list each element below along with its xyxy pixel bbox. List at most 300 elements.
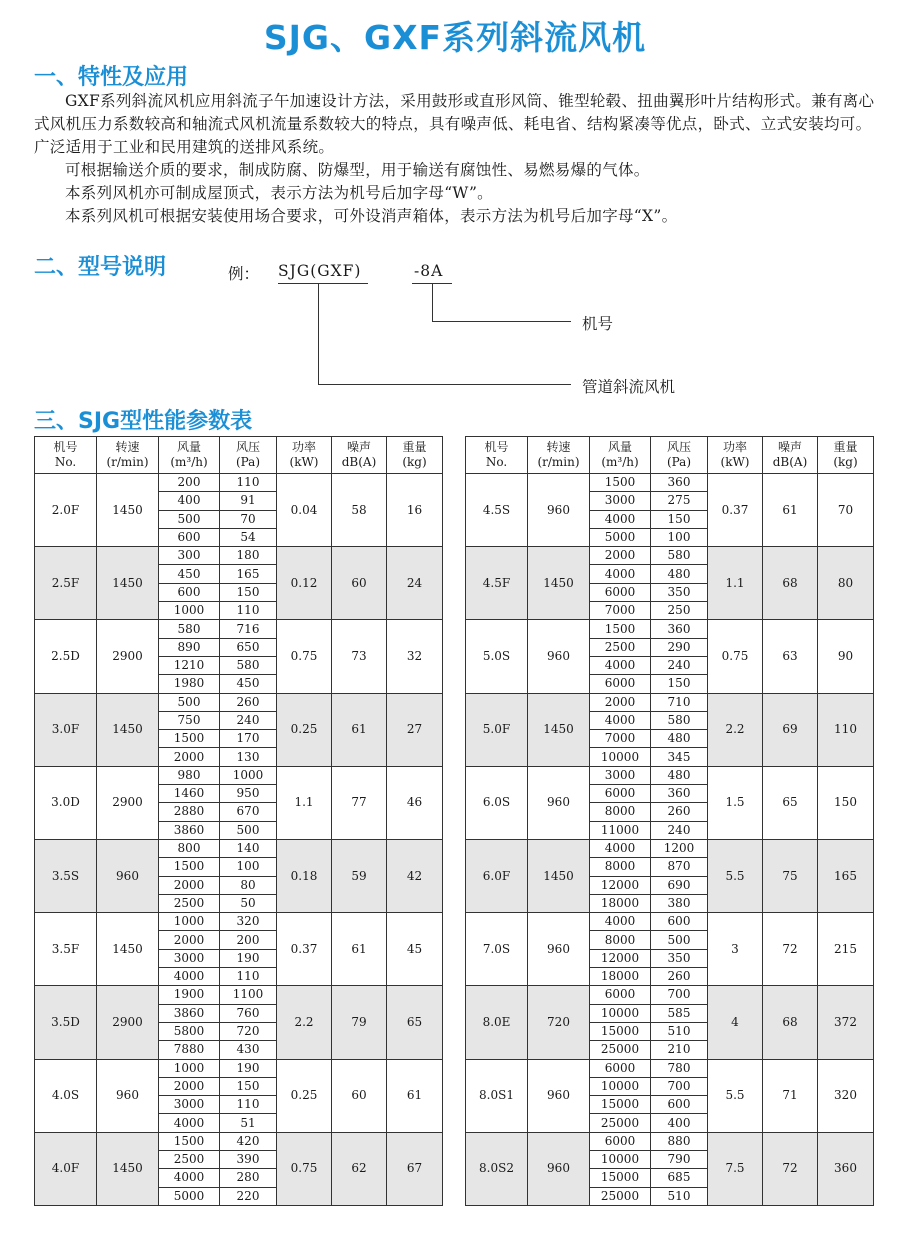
cell-flow: 1500	[590, 620, 651, 638]
cell-pressure: 150	[651, 510, 708, 528]
cell-flow: 7000	[590, 730, 651, 748]
cell-flow: 12000	[590, 949, 651, 967]
performance-table-right	[465, 436, 874, 1206]
cell-flow: 15000	[590, 1169, 651, 1187]
cell-power: 0.25	[277, 693, 332, 766]
cell-noise: 75	[763, 839, 818, 912]
cell-weight: 32	[387, 620, 443, 693]
cell-weight: 360	[818, 1132, 874, 1205]
cell-speed: 1450	[97, 474, 159, 547]
cell-noise: 61	[332, 913, 387, 986]
cell-power: 0.18	[277, 839, 332, 912]
cell-power: 0.75	[708, 620, 763, 693]
cell-noise: 61	[763, 474, 818, 547]
cell-flow: 1980	[159, 675, 220, 693]
cell-flow: 4000	[590, 565, 651, 583]
cell-speed: 1450	[97, 693, 159, 766]
cell-pressure: 180	[220, 547, 277, 565]
cell-flow: 1900	[159, 986, 220, 1004]
cell-speed: 2900	[97, 766, 159, 839]
cell-noise: 68	[763, 986, 818, 1059]
cell-pressure: 380	[651, 894, 708, 912]
header-speed: 转速 (r/min)	[528, 437, 590, 474]
cell-speed: 1450	[97, 913, 159, 986]
cell-pressure: 580	[651, 547, 708, 565]
cell-flow: 11000	[590, 821, 651, 839]
cell-flow: 400	[159, 492, 220, 510]
cell-pressure: 260	[220, 693, 277, 711]
cell-pressure: 150	[651, 675, 708, 693]
cell-speed: 1450	[97, 547, 159, 620]
cell-pressure: 700	[651, 1077, 708, 1095]
cell-pressure: 350	[651, 583, 708, 601]
cell-weight: 165	[818, 839, 874, 912]
cell-power: 0.12	[277, 547, 332, 620]
cell-pressure: 275	[651, 492, 708, 510]
cell-pressure: 450	[220, 675, 277, 693]
cell-flow: 10000	[590, 1004, 651, 1022]
features-text	[34, 90, 884, 228]
table-row	[35, 766, 443, 784]
table-row	[466, 620, 874, 638]
cell-pressure: 50	[220, 894, 277, 912]
cell-pressure: 130	[220, 748, 277, 766]
cell-speed: 960	[97, 1059, 159, 1132]
table-row	[35, 547, 443, 565]
cell-speed: 2900	[97, 620, 159, 693]
cell-flow: 6000	[590, 1132, 651, 1150]
table-row	[466, 913, 874, 931]
cell-no: 8.0S1	[466, 1059, 528, 1132]
cell-pressure: 510	[651, 1187, 708, 1205]
cell-noise: 72	[763, 913, 818, 986]
cell-power: 0.75	[277, 620, 332, 693]
cell-flow: 500	[159, 510, 220, 528]
table-row	[466, 839, 874, 857]
example-model: SJG(GXF)	[278, 262, 362, 280]
cell-flow: 6000	[590, 675, 651, 693]
cell-flow: 18000	[590, 894, 651, 912]
cell-flow: 6000	[590, 785, 651, 803]
cell-flow: 980	[159, 766, 220, 784]
cell-noise: 60	[332, 547, 387, 620]
cell-flow: 25000	[590, 1114, 651, 1132]
header-pressure: 风压 (Pa)	[651, 437, 708, 474]
cell-noise: 72	[763, 1132, 818, 1205]
cell-pressure: 790	[651, 1150, 708, 1168]
table-row	[35, 693, 443, 711]
cell-pressure: 690	[651, 876, 708, 894]
table-row	[466, 693, 874, 711]
table-row	[35, 986, 443, 1004]
cell-speed: 960	[528, 620, 590, 693]
cell-flow: 3000	[159, 949, 220, 967]
cell-no: 8.0S2	[466, 1132, 528, 1205]
type-leader-line	[318, 284, 571, 385]
cell-flow: 12000	[590, 876, 651, 894]
cell-flow: 2500	[159, 1150, 220, 1168]
cell-flow: 2000	[159, 931, 220, 949]
cell-flow: 3000	[590, 492, 651, 510]
cell-no: 4.5F	[466, 547, 528, 620]
cell-flow: 2000	[159, 876, 220, 894]
cell-noise: 58	[332, 474, 387, 547]
cell-weight: 215	[818, 913, 874, 986]
features-paragraph: 本系列风机可根据安装使用场合要求，可外设消声箱体，表示方法为机号后加字母“X”。	[65, 207, 678, 225]
cell-speed: 960	[97, 839, 159, 912]
cell-pressure: 510	[651, 1022, 708, 1040]
cell-pressure: 480	[651, 565, 708, 583]
cell-flow: 25000	[590, 1187, 651, 1205]
cell-pressure: 190	[220, 949, 277, 967]
cell-flow: 5000	[159, 1187, 220, 1205]
cell-noise: 60	[332, 1059, 387, 1132]
features-paragraph: GXF系列斜流风机应用斜流子午加速设计方法，采用鼓形或直形风筒、锥型轮毂、扭曲翼形叶片结构形式。兼有离心式风机压力系数较高和轴流式风机流量系数较大的特点，具有噪声低、耗电省、结构紧凑等优点，卧式、立式安装均可。广泛适用于工业和民用建筑的送排风系统。	[34, 92, 875, 156]
cell-weight: 61	[387, 1059, 443, 1132]
cell-flow: 750	[159, 711, 220, 729]
cell-flow: 3000	[590, 766, 651, 784]
header-flow: 风量 (m³/h)	[159, 437, 220, 474]
cell-flow: 15000	[590, 1096, 651, 1114]
cell-pressure: 585	[651, 1004, 708, 1022]
cell-power: 2.2	[708, 693, 763, 766]
cell-power: 3	[708, 913, 763, 986]
features-paragraph: 可根据输送介质的要求，制成防腐、防爆型，用于输送有腐蚀性、易燃易爆的气体。	[65, 161, 650, 179]
cell-power: 0.25	[277, 1059, 332, 1132]
cell-flow: 2000	[590, 693, 651, 711]
cell-pressure: 220	[220, 1187, 277, 1205]
header-power: 功率 (kW)	[708, 437, 763, 474]
cell-noise: 79	[332, 986, 387, 1059]
cell-no: 2.0F	[35, 474, 97, 547]
cell-weight: 70	[818, 474, 874, 547]
cell-power: 4	[708, 986, 763, 1059]
cell-flow: 10000	[590, 1077, 651, 1095]
cell-pressure: 390	[220, 1150, 277, 1168]
cell-pressure: 70	[220, 510, 277, 528]
cell-speed: 960	[528, 1132, 590, 1205]
cell-pressure: 110	[220, 474, 277, 492]
cell-noise: 68	[763, 547, 818, 620]
cell-flow: 4000	[590, 839, 651, 857]
table-row	[35, 1132, 443, 1150]
cell-flow: 1500	[159, 858, 220, 876]
cell-no: 5.0S	[466, 620, 528, 693]
cell-flow: 25000	[590, 1041, 651, 1059]
cell-no: 6.0F	[466, 839, 528, 912]
cell-speed: 1450	[528, 547, 590, 620]
cell-flow: 8000	[590, 931, 651, 949]
cell-noise: 73	[332, 620, 387, 693]
header-weight: 重量 (kg)	[818, 437, 874, 474]
header-no: 机号 No.	[466, 437, 528, 474]
cell-pressure: 320	[220, 913, 277, 931]
table-row	[35, 913, 443, 931]
page-title: SJG、GXF系列斜流风机	[263, 18, 647, 57]
cell-pressure: 950	[220, 785, 277, 803]
cell-pressure: 240	[651, 821, 708, 839]
cell-pressure: 360	[651, 620, 708, 638]
cell-pressure: 110	[220, 968, 277, 986]
cell-flow: 4000	[590, 913, 651, 931]
cell-no: 4.0F	[35, 1132, 97, 1205]
cell-pressure: 240	[651, 656, 708, 674]
header-no: 机号 No.	[35, 437, 97, 474]
cell-pressure: 1000	[220, 766, 277, 784]
cell-pressure: 350	[651, 949, 708, 967]
cell-pressure: 80	[220, 876, 277, 894]
cell-weight: 90	[818, 620, 874, 693]
header-speed: 转速 (r/min)	[97, 437, 159, 474]
cell-no: 6.0S	[466, 766, 528, 839]
cell-noise: 71	[763, 1059, 818, 1132]
cell-flow: 800	[159, 839, 220, 857]
cell-pressure: 150	[220, 1077, 277, 1095]
cell-pressure: 430	[220, 1041, 277, 1059]
cell-speed: 2900	[97, 986, 159, 1059]
cell-pressure: 716	[220, 620, 277, 638]
cell-power: 7.5	[708, 1132, 763, 1205]
cell-flow: 2500	[590, 638, 651, 656]
cell-pressure: 290	[651, 638, 708, 656]
cell-pressure: 870	[651, 858, 708, 876]
cell-noise: 61	[332, 693, 387, 766]
cell-no: 3.5F	[35, 913, 97, 986]
cell-pressure: 1200	[651, 839, 708, 857]
cell-pressure: 54	[220, 528, 277, 546]
table-row	[466, 474, 874, 492]
cell-flow: 600	[159, 583, 220, 601]
performance-table-left	[34, 436, 443, 1206]
cell-speed: 960	[528, 913, 590, 986]
cell-pressure: 480	[651, 730, 708, 748]
cell-pressure: 480	[651, 766, 708, 784]
cell-pressure: 720	[220, 1022, 277, 1040]
cell-power: 1.1	[708, 547, 763, 620]
cell-weight: 80	[818, 547, 874, 620]
cell-flow: 3860	[159, 1004, 220, 1022]
cell-flow: 200	[159, 474, 220, 492]
cell-pressure: 360	[651, 474, 708, 492]
cell-pressure: 500	[220, 821, 277, 839]
table-row	[466, 1059, 874, 1077]
cell-no: 5.0F	[466, 693, 528, 766]
cell-pressure: 685	[651, 1169, 708, 1187]
cell-flow: 4000	[159, 968, 220, 986]
cell-weight: 27	[387, 693, 443, 766]
cell-pressure: 91	[220, 492, 277, 510]
cell-pressure: 100	[651, 528, 708, 546]
header-noise: 噪声 dB(A)	[332, 437, 387, 474]
cell-flow: 1500	[590, 474, 651, 492]
cell-power: 0.37	[708, 474, 763, 547]
cell-flow: 5000	[590, 528, 651, 546]
cell-pressure: 250	[651, 602, 708, 620]
cell-flow: 1460	[159, 785, 220, 803]
cell-weight: 24	[387, 547, 443, 620]
cell-pressure: 600	[651, 913, 708, 931]
cell-power: 2.2	[277, 986, 332, 1059]
cell-flow: 8000	[590, 858, 651, 876]
cell-weight: 150	[818, 766, 874, 839]
cell-pressure: 580	[220, 656, 277, 674]
cell-pressure: 140	[220, 839, 277, 857]
cell-pressure: 110	[220, 602, 277, 620]
cell-pressure: 260	[651, 968, 708, 986]
header-flow: 风量 (m³/h)	[590, 437, 651, 474]
cell-noise: 59	[332, 839, 387, 912]
cell-flow: 5800	[159, 1022, 220, 1040]
cell-no: 3.0D	[35, 766, 97, 839]
cell-no: 2.5D	[35, 620, 97, 693]
section-heading-features: 一、特性及应用	[34, 65, 189, 90]
cell-flow: 2880	[159, 803, 220, 821]
cell-pressure: 650	[220, 638, 277, 656]
cell-pressure: 760	[220, 1004, 277, 1022]
cell-pressure: 260	[651, 803, 708, 821]
cell-flow: 600	[159, 528, 220, 546]
cell-speed: 960	[528, 766, 590, 839]
cell-power: 5.5	[708, 1059, 763, 1132]
label-type: 管道斜流风机	[582, 378, 676, 396]
table-row	[35, 1059, 443, 1077]
cell-weight: 320	[818, 1059, 874, 1132]
header-noise: 噪声 dB(A)	[763, 437, 818, 474]
section-heading-table: 三、SJG型性能参数表	[34, 409, 253, 434]
cell-speed: 960	[528, 1059, 590, 1132]
cell-flow: 1000	[159, 913, 220, 931]
cell-flow: 10000	[590, 748, 651, 766]
cell-flow: 4000	[590, 656, 651, 674]
cell-weight: 372	[818, 986, 874, 1059]
cell-pressure: 580	[651, 711, 708, 729]
example-prefix: 例：	[228, 265, 260, 283]
cell-pressure: 345	[651, 748, 708, 766]
cell-pressure: 1100	[220, 986, 277, 1004]
cell-no: 4.0S	[35, 1059, 97, 1132]
cell-flow: 6000	[590, 1059, 651, 1077]
cell-weight: 46	[387, 766, 443, 839]
table-row	[466, 1132, 874, 1150]
cell-weight: 65	[387, 986, 443, 1059]
cell-flow: 6000	[590, 583, 651, 601]
cell-pressure: 500	[651, 931, 708, 949]
cell-flow: 4000	[159, 1169, 220, 1187]
cell-flow: 3000	[159, 1096, 220, 1114]
cell-speed: 1450	[528, 839, 590, 912]
cell-flow: 1000	[159, 1059, 220, 1077]
cell-flow: 4000	[159, 1114, 220, 1132]
section-heading-model: 二、型号说明	[34, 255, 167, 280]
cell-flow: 2000	[590, 547, 651, 565]
cell-power: 0.37	[277, 913, 332, 986]
table-row	[35, 620, 443, 638]
cell-pressure: 880	[651, 1132, 708, 1150]
cell-pressure: 100	[220, 858, 277, 876]
cell-flow: 4000	[590, 510, 651, 528]
cell-weight: 42	[387, 839, 443, 912]
header-power: 功率 (kW)	[277, 437, 332, 474]
table-row	[466, 547, 874, 565]
cell-flow: 2000	[159, 1077, 220, 1095]
cell-flow: 6000	[590, 986, 651, 1004]
cell-power: 0.75	[277, 1132, 332, 1205]
cell-no: 4.5S	[466, 474, 528, 547]
example-suffix: -8A	[414, 262, 444, 280]
cell-no: 7.0S	[466, 913, 528, 986]
cell-flow: 3860	[159, 821, 220, 839]
cell-pressure: 670	[220, 803, 277, 821]
cell-pressure: 780	[651, 1059, 708, 1077]
cell-flow: 4000	[590, 711, 651, 729]
cell-power: 0.04	[277, 474, 332, 547]
cell-pressure: 210	[651, 1041, 708, 1059]
label-number: 机号	[582, 315, 614, 333]
cell-speed: 720	[528, 986, 590, 1059]
cell-noise: 65	[763, 766, 818, 839]
cell-flow: 580	[159, 620, 220, 638]
cell-power: 1.1	[277, 766, 332, 839]
cell-pressure: 170	[220, 730, 277, 748]
cell-no: 8.0E	[466, 986, 528, 1059]
cell-noise: 69	[763, 693, 818, 766]
cell-flow: 1500	[159, 1132, 220, 1150]
cell-pressure: 600	[651, 1096, 708, 1114]
features-paragraph: 本系列风机亦可制成屋顶式，表示方法为机号后加字母“W”。	[65, 184, 493, 202]
cell-speed: 1450	[97, 1132, 159, 1205]
cell-flow: 2500	[159, 894, 220, 912]
cell-pressure: 150	[220, 583, 277, 601]
cell-flow: 2000	[159, 748, 220, 766]
cell-pressure: 710	[651, 693, 708, 711]
cell-speed: 1450	[528, 693, 590, 766]
cell-no: 3.5D	[35, 986, 97, 1059]
cell-power: 5.5	[708, 839, 763, 912]
cell-no: 3.5S	[35, 839, 97, 912]
cell-power: 1.5	[708, 766, 763, 839]
cell-flow: 890	[159, 638, 220, 656]
cell-flow: 500	[159, 693, 220, 711]
cell-pressure: 360	[651, 785, 708, 803]
cell-flow: 7000	[590, 602, 651, 620]
cell-speed: 960	[528, 474, 590, 547]
cell-noise: 77	[332, 766, 387, 839]
cell-weight: 45	[387, 913, 443, 986]
cell-no: 2.5F	[35, 547, 97, 620]
cell-pressure: 165	[220, 565, 277, 583]
cell-flow: 7880	[159, 1041, 220, 1059]
cell-flow: 300	[159, 547, 220, 565]
cell-pressure: 51	[220, 1114, 277, 1132]
table-row	[466, 766, 874, 784]
cell-pressure: 400	[651, 1114, 708, 1132]
cell-pressure: 110	[220, 1096, 277, 1114]
cell-weight: 110	[818, 693, 874, 766]
table-row	[35, 839, 443, 857]
cell-pressure: 190	[220, 1059, 277, 1077]
cell-flow: 15000	[590, 1022, 651, 1040]
cell-flow: 18000	[590, 968, 651, 986]
header-weight: 重量 (kg)	[387, 437, 443, 474]
cell-pressure: 700	[651, 986, 708, 1004]
cell-flow: 1000	[159, 602, 220, 620]
cell-weight: 16	[387, 474, 443, 547]
table-row	[466, 986, 874, 1004]
cell-flow: 450	[159, 565, 220, 583]
cell-pressure: 280	[220, 1169, 277, 1187]
cell-no: 3.0F	[35, 693, 97, 766]
cell-noise: 62	[332, 1132, 387, 1205]
